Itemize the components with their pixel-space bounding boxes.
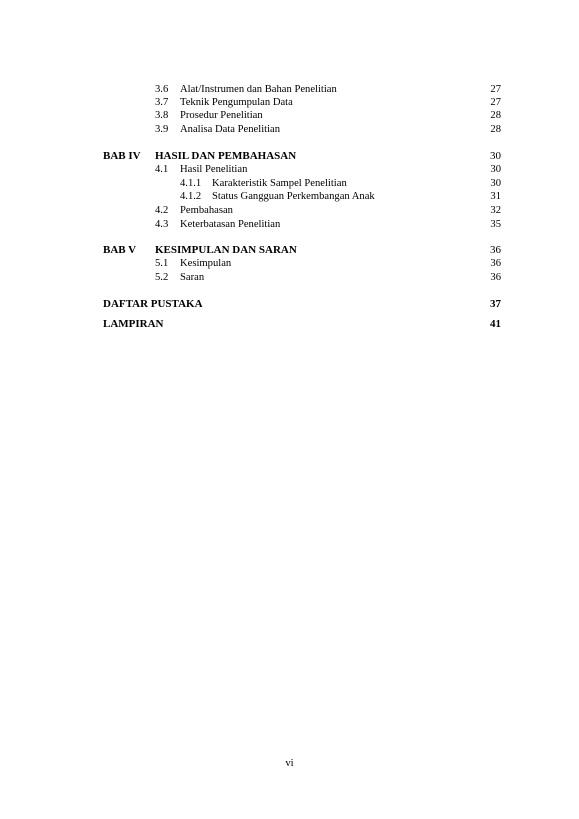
toc-entry-number: 3.6 [155, 84, 169, 95]
toc-section-title: DAFTAR PUSTAKA [103, 298, 203, 310]
toc-entry-number: 4.3 [155, 219, 169, 230]
toc-chapter-number: BAB IV [103, 150, 141, 162]
toc-entry-page: 35 [490, 219, 501, 230]
toc-entry-title: Kesimpulan [180, 258, 232, 269]
toc-entry[interactable] [0, 218, 579, 231]
toc-entry-title: Alat/Instrumen dan Bahan Penelitian [180, 84, 337, 95]
toc-entry-number: 4.2 [155, 205, 169, 216]
toc-chapter-entry[interactable] [0, 244, 579, 257]
toc-entry-number: 4.1.2 [180, 191, 202, 202]
toc-entry-number: 4.1.1 [180, 178, 202, 189]
toc-chapter-number: BAB V [103, 244, 137, 256]
toc-entry-page: 28 [490, 124, 501, 135]
toc-entry-page: 41 [490, 318, 501, 330]
toc-entry-number: 4.1 [155, 164, 169, 175]
toc-section-title: LAMPIRAN [103, 318, 164, 330]
toc-entry-page: 32 [490, 205, 501, 216]
toc-entry[interactable] [0, 163, 579, 176]
toc-entry-number: 5.2 [155, 272, 169, 283]
toc-entry-page: 30 [490, 164, 501, 175]
toc-entry-page: 37 [490, 298, 501, 310]
toc-entry-number: 3.7 [155, 97, 169, 108]
toc-entry[interactable] [0, 204, 579, 217]
toc-entry[interactable] [0, 83, 579, 96]
toc-entry-title: Prosedur Penelitian [180, 110, 263, 121]
toc-entry-page: 36 [490, 258, 501, 269]
toc-entry-title: Analisa Data Penelitian [180, 124, 281, 135]
toc-entry-page: 31 [490, 191, 501, 202]
toc-entry-number: 5.1 [155, 258, 169, 269]
toc-entry-page: 36 [490, 244, 501, 256]
page-number: vi [285, 758, 294, 769]
toc-entry-page: 30 [490, 150, 501, 162]
toc-entry[interactable] [0, 123, 579, 136]
toc-entry[interactable] [0, 257, 579, 270]
toc-entry-page: 28 [490, 110, 501, 121]
toc-entry-title: Teknik Pengumpulan Data [180, 97, 293, 108]
toc-entry-page: 27 [490, 84, 501, 95]
toc-entry[interactable] [0, 177, 579, 190]
toc-chapter-entry[interactable] [0, 150, 579, 163]
toc-entry-number: 3.9 [155, 124, 169, 135]
toc-entry[interactable] [0, 109, 579, 122]
toc-entry[interactable] [0, 96, 579, 109]
toc-entry-number: 3.8 [155, 110, 169, 121]
toc-entry-page: 30 [490, 178, 501, 189]
toc-entry-title: Karakteristik Sampel Penelitian [212, 178, 347, 189]
toc-chapter-title: HASIL DAN PEMBAHASAN [155, 150, 297, 162]
toc-entry-page: 36 [490, 272, 501, 283]
toc-entry-page: 27 [490, 97, 501, 108]
toc-entry-title: Pembahasan [180, 205, 233, 216]
toc-entry[interactable] [0, 190, 579, 203]
toc-entry-title: Keterbatasan Penelitian [180, 219, 281, 230]
toc-entry-title: Saran [180, 272, 205, 283]
toc-section-entry[interactable] [0, 318, 579, 331]
toc-chapter-title: KESIMPULAN DAN SARAN [155, 244, 297, 256]
toc-section-entry[interactable] [0, 298, 579, 311]
toc-entry-title: Hasil Penelitian [180, 164, 248, 175]
toc-entry-title: Status Gangguan Perkembangan Anak [212, 191, 375, 202]
toc-entry[interactable] [0, 271, 579, 284]
